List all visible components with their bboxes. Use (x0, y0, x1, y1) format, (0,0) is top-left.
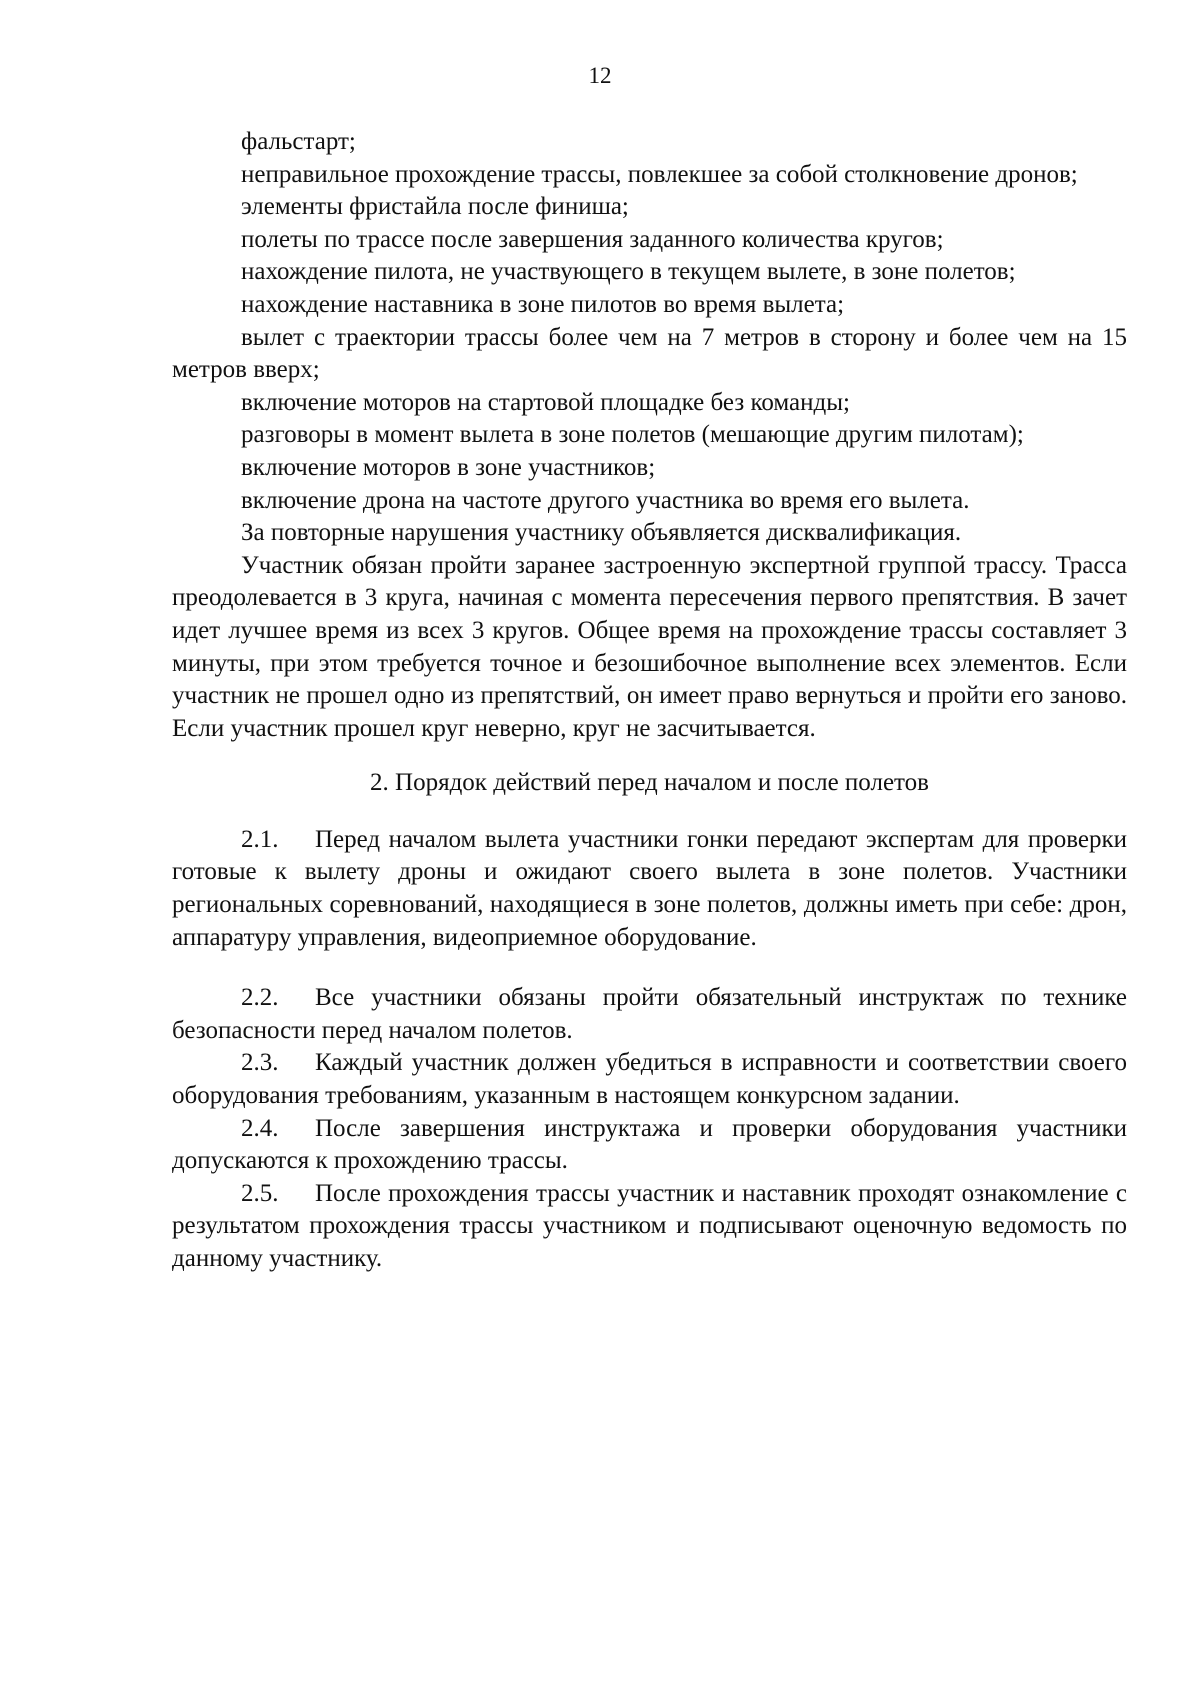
document-body (172, 126, 1127, 1276)
item-number: 2.4. (241, 1114, 279, 1142)
violation-item: фальстарт; (241, 128, 356, 155)
repeat-violation-paragraph: За повторные нарушения участнику объявляется дисквалификация. (241, 519, 962, 547)
violation-item: нахождение наставника в зоне пилотов во время вылета; (241, 290, 845, 318)
track-rules-paragraph: Участник обязан пройти заранее застроенную экспертной группой трассу. Трасса преодолевается в 3 круга, начиная с момента пересечения первого препятствия. В зачет идет лучшее время из всех 3 кругов. Общее время на прохождение трассы составляет 3 минуты, при этом требуется точное и безошибочное выполнение всех элементов. Если участник не прошел одно из препятствий, он имеет право вернуться и пройти его заново. Если участник прошел круг неверно, круг не засчитывается. (172, 551, 1127, 742)
item-text: После прохождения трассы участник и наставник проходят ознакомление с результатом прохождения трассы участником и подписывают оценочную ведомость по данному участнику. (172, 1179, 1127, 1272)
violation-item: включение дрона на частоте другого участника во время его вылета. (241, 486, 970, 514)
violation-item: включение моторов на стартовой площадке без команды; (241, 388, 850, 416)
numbered-item-2-2 (172, 982, 1127, 1047)
item-text: Каждый участник должен убедиться в исправности и соответствии своего оборудования требованиям, указанным в настоящем конкурсном задании. (172, 1049, 1127, 1110)
item-number: 2.5. (241, 1179, 279, 1207)
item-text: Все участники обязаны пройти обязательный инструктаж по технике безопасности перед началом полетов. (172, 984, 1127, 1044)
item-number: 2.1. (241, 825, 279, 853)
section-title: 2. Порядок действий перед началом и после полетов (370, 769, 929, 797)
page-number: 12 (588, 63, 612, 88)
violation-item: разговоры в момент вылета в зоне полетов (мешающие другим пилотам); (241, 421, 1024, 449)
item-text: Перед началом вылета участники гонки передают экспертам для проверки готовые к вылету дроны и ожидают своего вылета в зоне полетов. Участники региональных соревнований, находящиеся в зоне полетов, должны иметь при себе: дрон, аппаратуру управления, видеоприемное оборудование. (172, 825, 1127, 951)
violation-item: включение моторов в зоне участников; (241, 453, 656, 481)
violation-item: элементы фристайла после финиша; (241, 193, 629, 221)
numbered-item-2-4 (172, 1113, 1127, 1178)
item-number: 2.3. (241, 1049, 279, 1077)
violation-item: неправильное прохождение трассы, повлекшее за собой столкновение дронов; (241, 160, 1078, 188)
violation-item: вылет с траектории трассы более чем на 7 метров в сторону и более чем на 15 метров вверх; (172, 323, 1127, 384)
item-text: После завершения инструктажа и проверки оборудования участники допускаются к прохождению трассы. (172, 1114, 1127, 1175)
violation-item: нахождение пилота, не участвующего в текущем вылете, в зоне полетов; (241, 258, 1016, 286)
numbered-item-2-3 (172, 1047, 1127, 1112)
violation-item: полеты по трассе после завершения заданного количества кругов; (241, 225, 944, 253)
item-number: 2.2. (241, 984, 279, 1012)
numbered-item-2-1 (172, 824, 1127, 954)
numbered-item-2-5 (172, 1178, 1127, 1276)
